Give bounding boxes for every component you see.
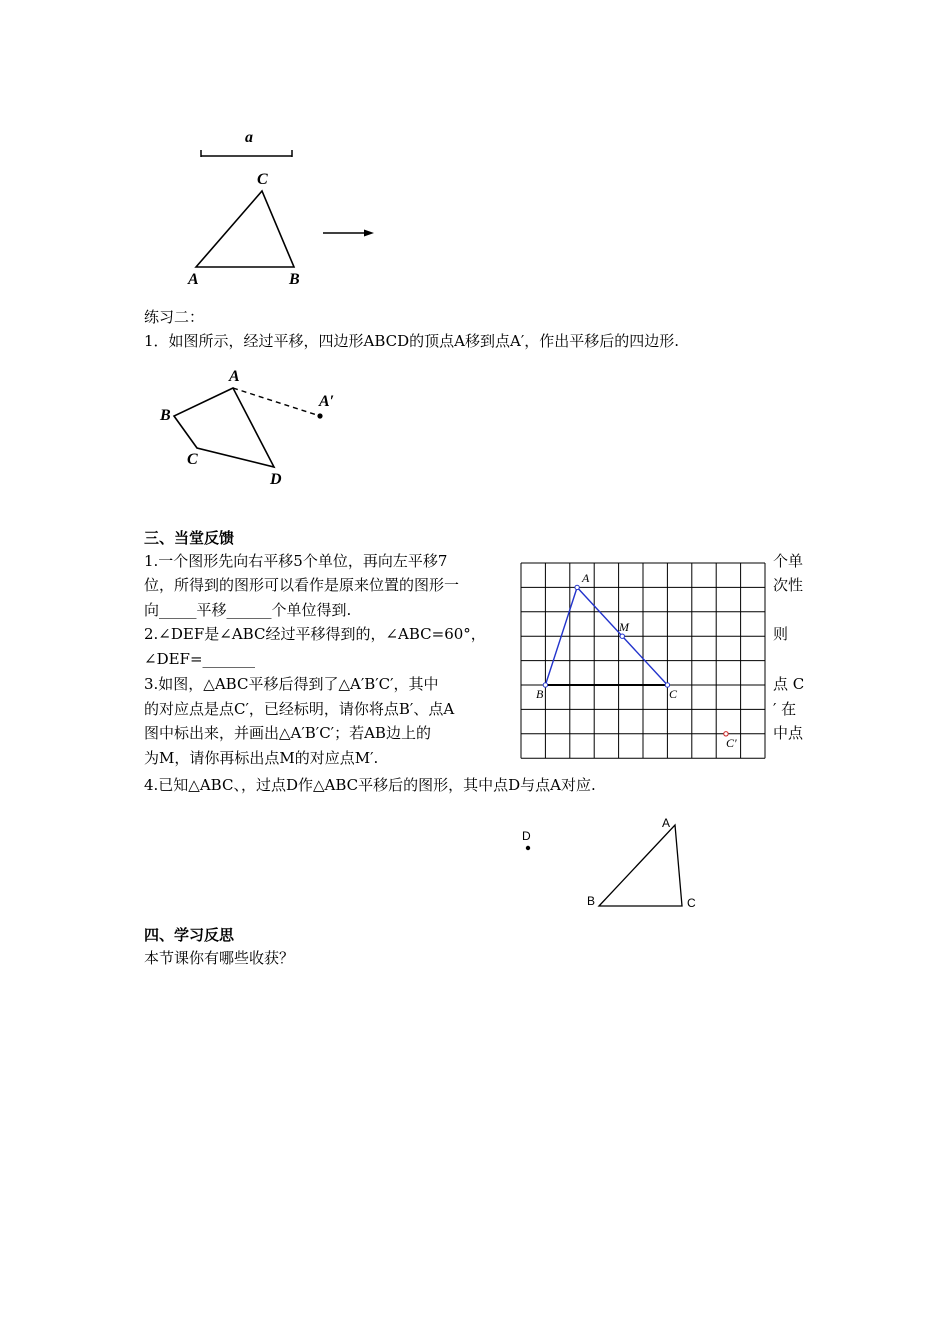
right-col-3: 则 bbox=[773, 625, 789, 643]
grid-label-A: A bbox=[582, 571, 590, 585]
label-A: A bbox=[188, 271, 199, 288]
right-col-1: 个单 bbox=[773, 552, 804, 570]
triangle-abc-q4 bbox=[599, 825, 682, 906]
section3-line-4: 2.∠DEF是∠ABC经过平移得到的，∠ABC=60°， bbox=[144, 625, 486, 643]
point-d bbox=[526, 846, 530, 850]
right-col-6: 中点 bbox=[773, 724, 804, 742]
label-a: a bbox=[245, 129, 253, 146]
grid-label-M: M bbox=[619, 620, 629, 634]
section3-line-1: 1.一个图形先向右平移5个单位，再向左平移7 bbox=[144, 552, 448, 570]
quad-label-D: D bbox=[270, 471, 282, 488]
quad-label-C: C bbox=[187, 451, 198, 468]
label-B: B bbox=[289, 271, 300, 288]
quad-label-Aprime: A′ bbox=[319, 393, 335, 410]
section3-line-7: 的对应点是点C′，已经标明，请你将点B′、点A bbox=[144, 700, 455, 718]
grid-label-B: B bbox=[536, 687, 544, 701]
section4-title: 四、学习反思 bbox=[144, 926, 235, 944]
q4-label-B: B bbox=[587, 894, 596, 908]
section4-question: 本节课你有哪些收获？ bbox=[144, 949, 295, 967]
quad-label-A: A bbox=[229, 368, 240, 385]
section3-line-9: 为M，请你再标出点M的对应点M′. bbox=[144, 749, 379, 767]
section3-title: 三、当堂反馈 bbox=[144, 529, 235, 547]
section3-line-5: ∠DEF=_______ bbox=[144, 650, 256, 668]
right-col-5: ′ 在 bbox=[773, 700, 797, 718]
grid-label-Cprime: C′ bbox=[726, 736, 737, 750]
section3-line-2: 位，所得到的图形可以看作是原来位置的图形一 bbox=[144, 576, 460, 594]
section3-question-4: 4.已知△ABC、，过点D作△ABC平移后的图形，其中点D与点A对应. bbox=[144, 776, 596, 794]
exercise2-heading: 练习二： bbox=[144, 308, 205, 326]
quad-label-B: B bbox=[160, 407, 171, 424]
exercise2-question-1: 1．如图所示，经过平移，四边形ABCD的顶点A移到点A′，作出平移后的四边形. bbox=[144, 332, 680, 350]
label-C: C bbox=[257, 171, 268, 188]
q4-label-D: D bbox=[522, 829, 531, 843]
section3-line-3: 向_____平移______个单位得到. bbox=[144, 601, 352, 619]
right-col-2: 次性 bbox=[773, 576, 804, 594]
section3-line-8: 图中标出来，并画出△A′B′C′；若AB边上的 bbox=[144, 724, 431, 742]
right-col-4: 点 C bbox=[773, 675, 805, 693]
q4-label-C: C bbox=[687, 896, 696, 910]
section3-line-6: 3.如图，△ABC平移后得到了△A′B′C′，其中 bbox=[144, 675, 439, 693]
q4-label-A: A bbox=[662, 816, 671, 830]
grid-label-C: C bbox=[669, 687, 678, 701]
